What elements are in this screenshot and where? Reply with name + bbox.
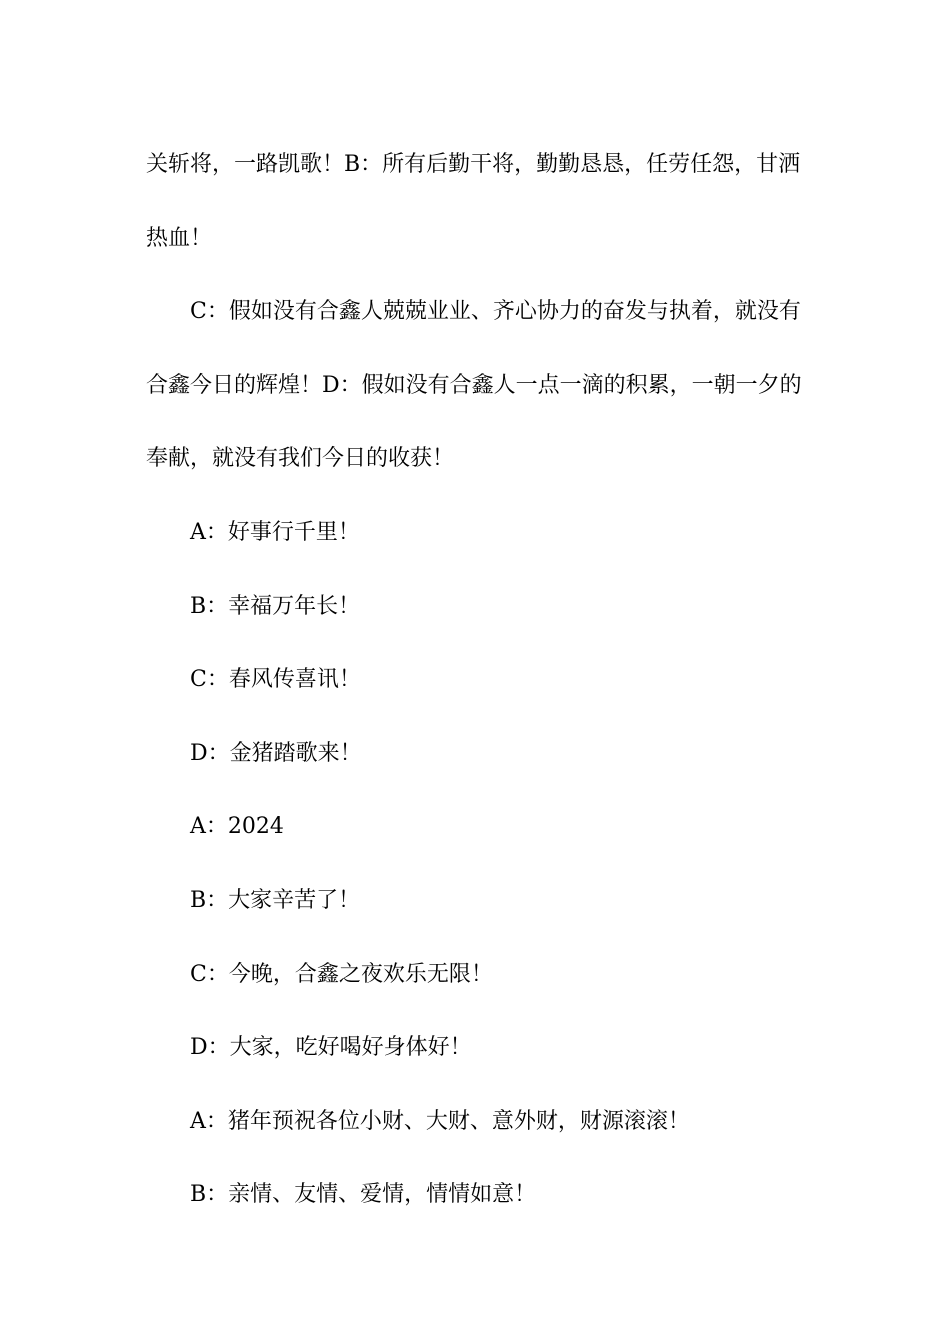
document-body — [146, 128, 810, 1232]
paragraph: C：假如没有合鑫人兢兢业业、齐心协力的奋发与执着，就没有合鑫今日的辉煌！D：假如没有合鑫人一点一滴的积累，一朝一夕的奉献，就没有我们今日的收获！ — [146, 299, 802, 472]
paragraph-continuation: 关斩将，一路凯歌！B：所有后勤干将，勤勤恳恳，任劳任怨，甘洒热血！ — [146, 152, 801, 251]
paragraph: D：金猪踏歌来！ — [190, 740, 362, 766]
paragraph: C：今晚，合鑫之夜欢乐无限！ — [190, 961, 493, 987]
paragraph: A：猪年预祝各位小财、大财、意外财，财源滚滚！ — [190, 1108, 690, 1134]
paragraph: B：大家辛苦了！ — [190, 887, 361, 913]
paragraph: A：好事行千里！ — [190, 519, 360, 545]
paragraph: A：2024 — [190, 814, 284, 840]
paragraph: D：大家，吃好喝好身体好！ — [190, 1035, 472, 1061]
paragraph: B：幸福万年长！ — [190, 593, 361, 619]
paragraph: C：春风传喜讯！ — [190, 667, 361, 693]
paragraph: B：亲情、友情、爱情，情情如意！ — [190, 1182, 537, 1208]
